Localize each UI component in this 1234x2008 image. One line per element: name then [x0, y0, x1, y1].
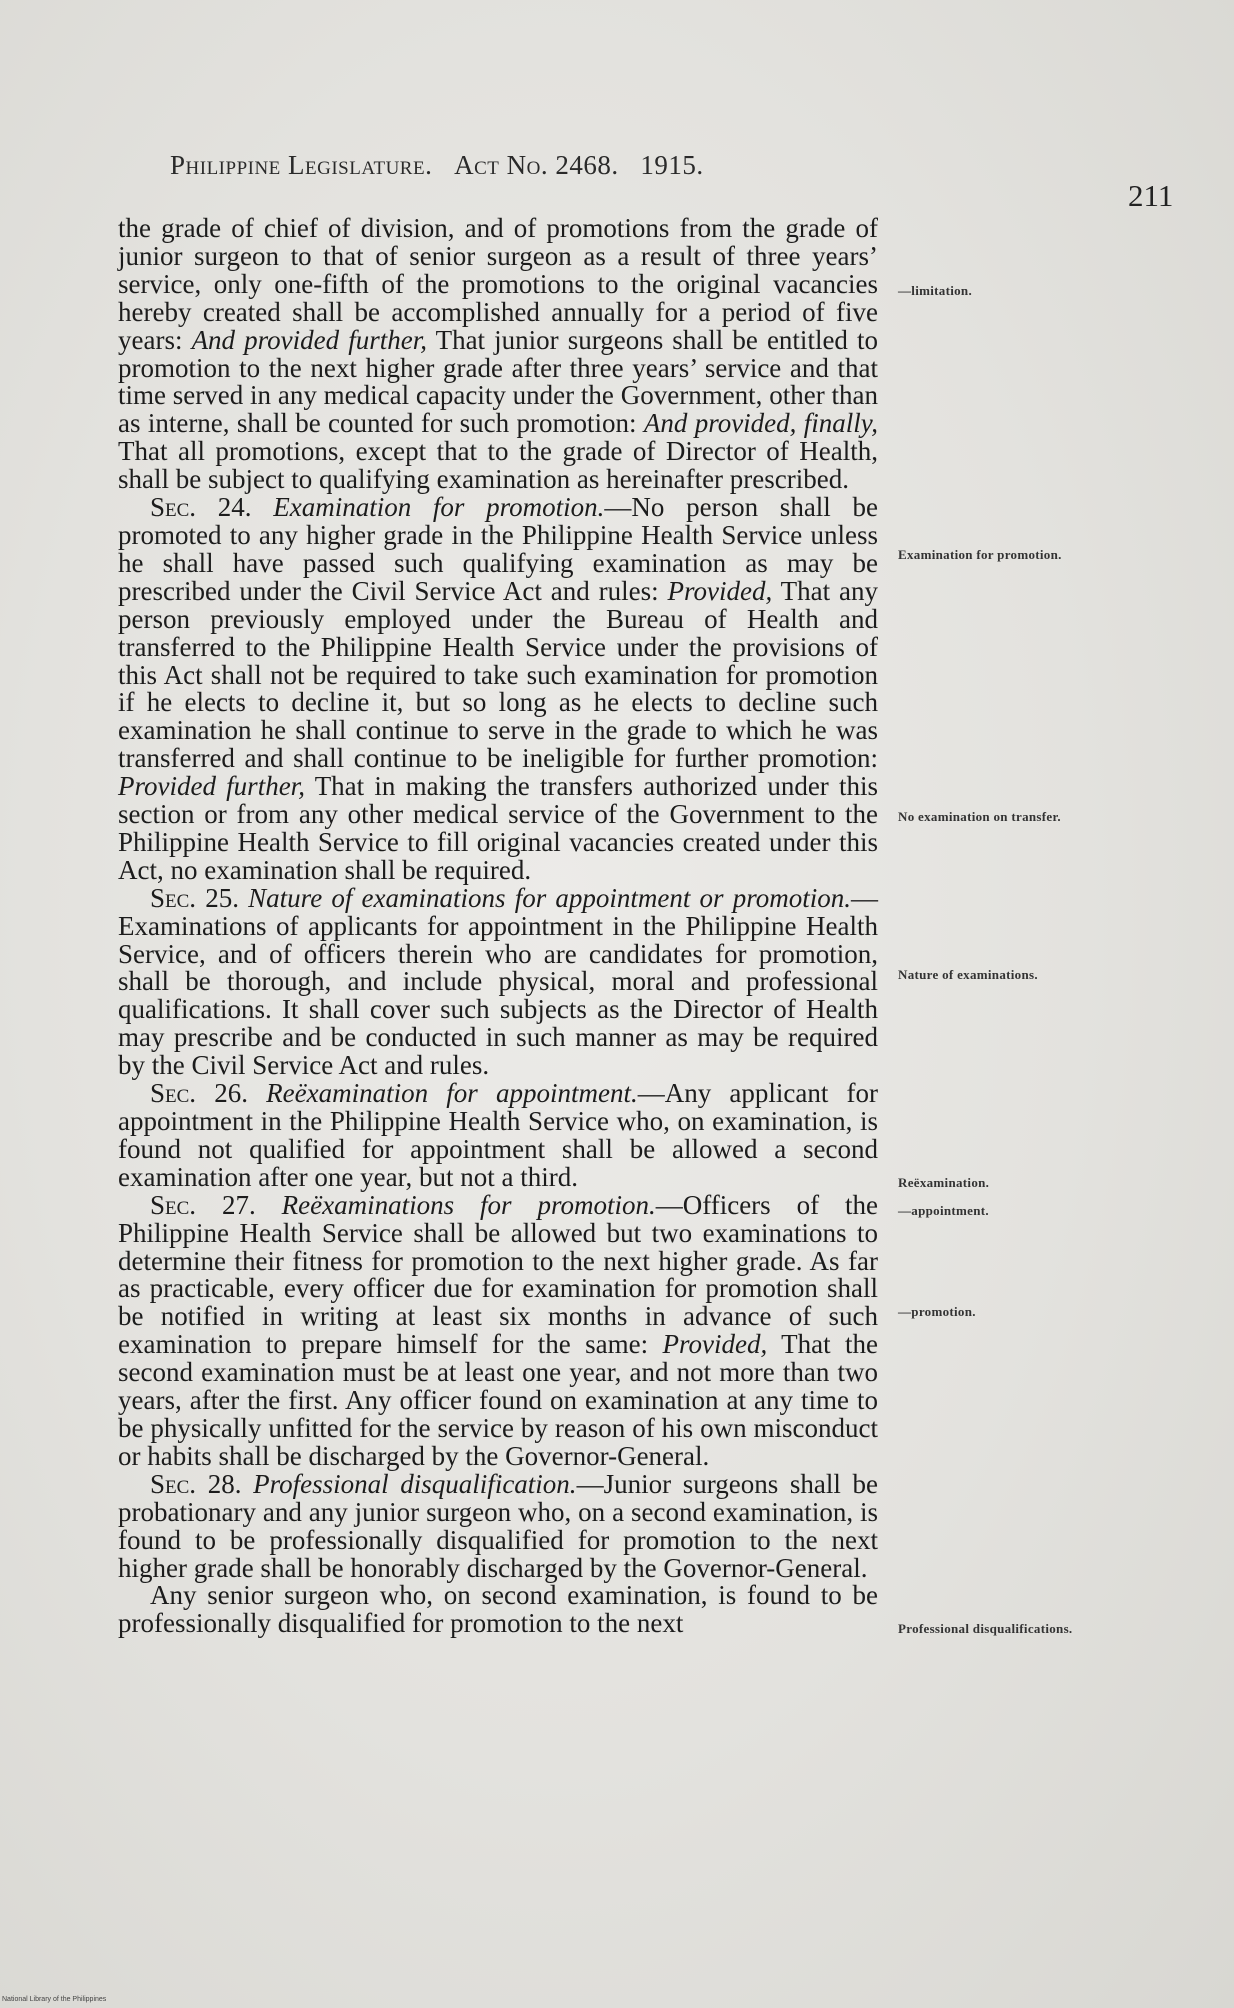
section-28: Sec. 28. Professional disqualification.—Junior surgeons shall be probationary and any junior surgeon who, on a second examination, is found to be professionally disqualified for promotion to the next higher grade shall be honorably discharged by the Governor-General. — [118, 1468, 879, 1583]
margin-note-examination-promotion: Examination for promotion. — [898, 547, 1062, 562]
margin-note-no-exam-transfer: No examination on transfer. — [898, 809, 1061, 824]
paragraph-final: Any senior surgeon who, on second examination, is found to be professionally disqualified for promotion to the next — [118, 1580, 878, 1639]
margin-note-limitation: —limitation. — [898, 283, 973, 298]
margin-note-promotion: —promotion. — [898, 1304, 976, 1319]
header-year: 1915. — [640, 150, 704, 180]
margin-note-nature: Nature of examinations. — [898, 967, 1038, 982]
scan-credit: National Library of the Philippines — [2, 1996, 107, 2003]
section-24: Sec. 24. Examination for promotion.—No person shall be promoted to any higher grade in the Philippine Health Service unless he shall have passed such qualifying examination as may be prescribed under the Civil Service Act and rules: Provided, That any person previously employed under the Bureau of Health and transferred to the Philippine Health Service under the provisions of this Act shall not be required to take such examination for promotion if he elects to decline it, but so long as he elects to decline such examination he shall continue to serve in the grade to which he was transferred and shall continue to be ineligible for further promotion: Provided further, That in making the transfers authorized under this section or from any other medical service of the Government to the Philippine Health Service to fill original vacancies created under this Act, no examination shall be required. — [118, 492, 879, 885]
paragraph-continuation: the grade of chief of division, and of promotions from the grade of junior surgeon to that of senior surgeon as a result of three years’ service, only one-fifth of the promotions to the original vacancies hereby created shall be accomplished annually for a period of five years: And provided further, That junior surgeons shall be entitled to promotion to the next higher grade after three years’ service and that time served in any medical capacity under the Government, other than as interne, shall be counted for such promotion: And provided, finally, That all promotions, except that to the grade of Director of Health, shall be subject to qualifying examination as hereinafter prescribed. — [118, 213, 879, 495]
section-26: Sec. 26. Reëxamination for appointment.—Any applicant for appointment in the Philippine Health Service who, on examination, is found not qualified for appointment shall be allowed a second examination after one year, but not a third. — [118, 1078, 879, 1192]
section-25: Sec. 25. Nature of examinations for appointment or promotion.—Examinations of applicants for appointment in the Philippine Health Service, and of officers therein who are candidates for promotion, shall be thorough, and include physical, moral and professional qualifications. It shall cover such subjects as the Director of Health may prescribe and be conducted in such manner as may be required by the Civil Service Act and rules. — [118, 882, 879, 1081]
page-number: 211 — [1128, 178, 1174, 213]
margin-note-professional: Professional disqualifications. — [898, 1621, 1073, 1636]
margin-note-reexamination: Reëxamination. — [898, 1175, 990, 1190]
header-act: Act No. 2468. — [454, 150, 619, 180]
header-title: Philippine Legislature. — [170, 150, 433, 180]
section-27: Sec. 27. Reëxaminations for promotion.—Officers of the Philippine Health Service shall be allowed but two examinations to determine their fitness for promotion to the next higher grade. As far as practicable, every officer due for examination for promotion shall be notified in writing at least six months in advance of such examination to prepare himself for the same: Provided, That the second examination must be at least one year, and not more than two years, after the first. Any officer found on examination at any time to be physically unfitted for the service by reason of his own misconduct or habits shall be discharged by the Governor-General. — [118, 1189, 879, 1471]
margin-note-appointment: —appointment. — [898, 1203, 989, 1218]
running-header — [170, 150, 870, 181]
page-body — [118, 215, 878, 1638]
